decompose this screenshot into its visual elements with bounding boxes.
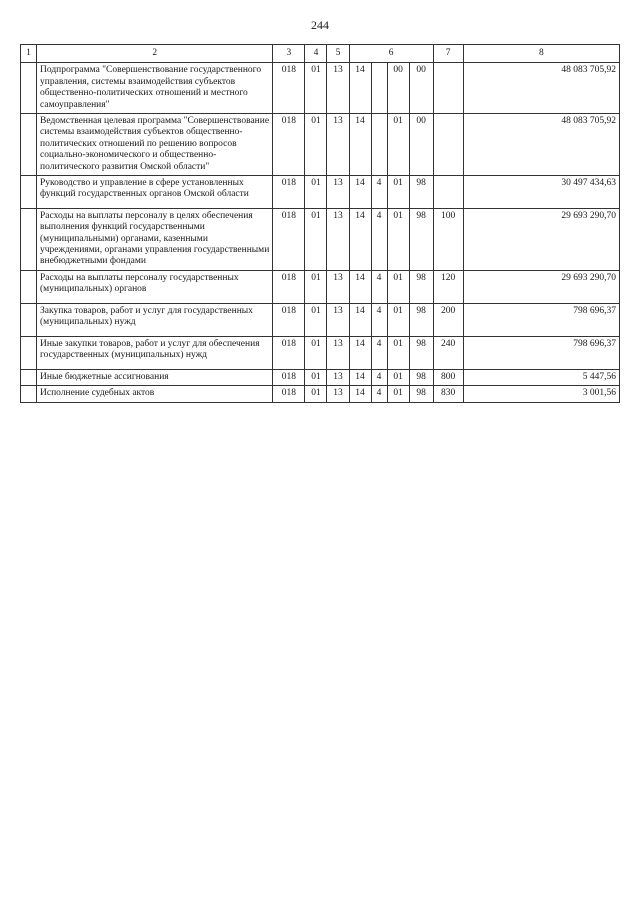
cell-amount: 798 696,37 xyxy=(463,303,619,336)
cell-name: Ведомственная целевая программа "Совершенствование системы взаимодействия субъектов общественно-политических отношений по решению вопросов социально-экономического и общественно-политического развития Омской области" xyxy=(37,113,273,175)
cell-col-4: 01 xyxy=(305,208,327,270)
cell-col-6d: 98 xyxy=(409,386,433,402)
cell-col-6c: 01 xyxy=(387,208,409,270)
cell-col-1 xyxy=(21,208,37,270)
cell-col-7: 100 xyxy=(433,208,463,270)
header-col-6: 6 xyxy=(349,45,433,63)
cell-name: Иные бюджетные ассигнования xyxy=(37,369,273,385)
cell-col-3: 018 xyxy=(273,113,305,175)
cell-col-6b: 4 xyxy=(371,386,387,402)
header-row xyxy=(21,45,620,63)
cell-col-6a: 14 xyxy=(349,63,371,114)
cell-col-6b: 4 xyxy=(371,270,387,303)
cell-col-7: 830 xyxy=(433,386,463,402)
cell-col-1 xyxy=(21,386,37,402)
cell-col-4: 01 xyxy=(305,113,327,175)
cell-col-4: 01 xyxy=(305,336,327,369)
table-row xyxy=(21,113,620,175)
cell-col-4: 01 xyxy=(305,303,327,336)
cell-col-6d: 98 xyxy=(409,369,433,385)
cell-col-6d: 98 xyxy=(409,175,433,208)
cell-col-6a: 14 xyxy=(349,303,371,336)
cell-col-5: 13 xyxy=(327,63,349,114)
cell-col-7: 240 xyxy=(433,336,463,369)
cell-name: Подпрограмма "Совершенствование государственного управления, системы взаимодействия субъектов общественно-политических отношений и местного самоуправления" xyxy=(37,63,273,114)
cell-amount: 30 497 434,63 xyxy=(463,175,619,208)
cell-col-4: 01 xyxy=(305,270,327,303)
cell-col-1 xyxy=(21,336,37,369)
cell-name: Руководство и управление в сфере установленных функций государственных органов Омской области xyxy=(37,175,273,208)
cell-col-7 xyxy=(433,63,463,114)
cell-col-6b: 4 xyxy=(371,208,387,270)
header-col-1: 1 xyxy=(21,45,37,63)
table-row xyxy=(21,208,620,270)
cell-col-7: 120 xyxy=(433,270,463,303)
cell-col-3: 018 xyxy=(273,208,305,270)
cell-col-6d: 00 xyxy=(409,63,433,114)
cell-col-6b: 4 xyxy=(371,303,387,336)
budget-table xyxy=(20,44,620,403)
cell-col-1 xyxy=(21,113,37,175)
cell-col-3: 018 xyxy=(273,63,305,114)
cell-amount: 5 447,56 xyxy=(463,369,619,385)
table-row xyxy=(21,369,620,385)
header-col-8: 8 xyxy=(463,45,619,63)
cell-col-6b: 4 xyxy=(371,175,387,208)
cell-col-6a: 14 xyxy=(349,208,371,270)
cell-amount: 29 693 290,70 xyxy=(463,270,619,303)
cell-col-4: 01 xyxy=(305,369,327,385)
cell-col-6a: 14 xyxy=(349,113,371,175)
table-row xyxy=(21,270,620,303)
cell-col-6c: 01 xyxy=(387,369,409,385)
header-col-3: 3 xyxy=(273,45,305,63)
cell-col-3: 018 xyxy=(273,270,305,303)
cell-col-3: 018 xyxy=(273,386,305,402)
table-row xyxy=(21,63,620,114)
cell-col-6d: 98 xyxy=(409,270,433,303)
table-row xyxy=(21,303,620,336)
cell-col-5: 13 xyxy=(327,113,349,175)
header-col-5: 5 xyxy=(327,45,349,63)
cell-col-3: 018 xyxy=(273,175,305,208)
cell-col-6c: 01 xyxy=(387,270,409,303)
cell-name: Иные закупки товаров, работ и услуг для обеспечения государственных (муниципальных) нужд xyxy=(37,336,273,369)
cell-col-5: 13 xyxy=(327,336,349,369)
cell-col-1 xyxy=(21,63,37,114)
cell-col-6c: 01 xyxy=(387,303,409,336)
cell-col-7: 800 xyxy=(433,369,463,385)
header-col-7: 7 xyxy=(433,45,463,63)
cell-col-6d: 98 xyxy=(409,336,433,369)
budget-table-wrap xyxy=(20,44,620,403)
cell-col-6c: 01 xyxy=(387,336,409,369)
cell-col-3: 018 xyxy=(273,369,305,385)
cell-amount: 48 083 705,92 xyxy=(463,113,619,175)
cell-col-5: 13 xyxy=(327,369,349,385)
cell-col-6a: 14 xyxy=(349,270,371,303)
cell-col-6b: 4 xyxy=(371,369,387,385)
cell-col-6a: 14 xyxy=(349,369,371,385)
header-col-4: 4 xyxy=(305,45,327,63)
cell-col-5: 13 xyxy=(327,270,349,303)
table-row xyxy=(21,386,620,402)
cell-col-5: 13 xyxy=(327,386,349,402)
cell-col-6d: 98 xyxy=(409,303,433,336)
cell-col-6b: 4 xyxy=(371,336,387,369)
cell-col-1 xyxy=(21,369,37,385)
cell-col-6c: 01 xyxy=(387,386,409,402)
cell-col-5: 13 xyxy=(327,303,349,336)
cell-col-4: 01 xyxy=(305,63,327,114)
cell-col-5: 13 xyxy=(327,208,349,270)
page-number: 244 xyxy=(311,18,329,32)
cell-col-6c: 01 xyxy=(387,175,409,208)
cell-name: Расходы на выплаты персоналу в целях обеспечения выполнения функций государственными (муниципальными) органами, казенными учреждениями, органами управления государственными внебюджетными фондами xyxy=(37,208,273,270)
cell-col-6c: 00 xyxy=(387,63,409,114)
cell-col-6a: 14 xyxy=(349,175,371,208)
cell-amount: 48 083 705,92 xyxy=(463,63,619,114)
cell-col-6b xyxy=(371,63,387,114)
cell-col-6c: 01 xyxy=(387,113,409,175)
cell-col-7 xyxy=(433,113,463,175)
cell-col-6a: 14 xyxy=(349,336,371,369)
cell-amount: 3 001,56 xyxy=(463,386,619,402)
cell-col-6d: 98 xyxy=(409,208,433,270)
cell-col-4: 01 xyxy=(305,175,327,208)
cell-col-6a: 14 xyxy=(349,386,371,402)
cell-col-3: 018 xyxy=(273,303,305,336)
cell-col-3: 018 xyxy=(273,336,305,369)
table-row xyxy=(21,336,620,369)
cell-col-7 xyxy=(433,175,463,208)
cell-name: Расходы на выплаты персоналу государственных (муниципальных) органов xyxy=(37,270,273,303)
cell-col-6d: 00 xyxy=(409,113,433,175)
cell-amount: 798 696,37 xyxy=(463,336,619,369)
header-col-2: 2 xyxy=(37,45,273,63)
cell-name: Исполнение судебных актов xyxy=(37,386,273,402)
cell-col-1 xyxy=(21,270,37,303)
cell-col-5: 13 xyxy=(327,175,349,208)
cell-col-7: 200 xyxy=(433,303,463,336)
table-row xyxy=(21,175,620,208)
cell-amount: 29 693 290,70 xyxy=(463,208,619,270)
cell-name: Закупка товаров, работ и услуг для государственных (муниципальных) нужд xyxy=(37,303,273,336)
cell-col-6b xyxy=(371,113,387,175)
cell-col-1 xyxy=(21,175,37,208)
cell-col-4: 01 xyxy=(305,386,327,402)
cell-col-1 xyxy=(21,303,37,336)
